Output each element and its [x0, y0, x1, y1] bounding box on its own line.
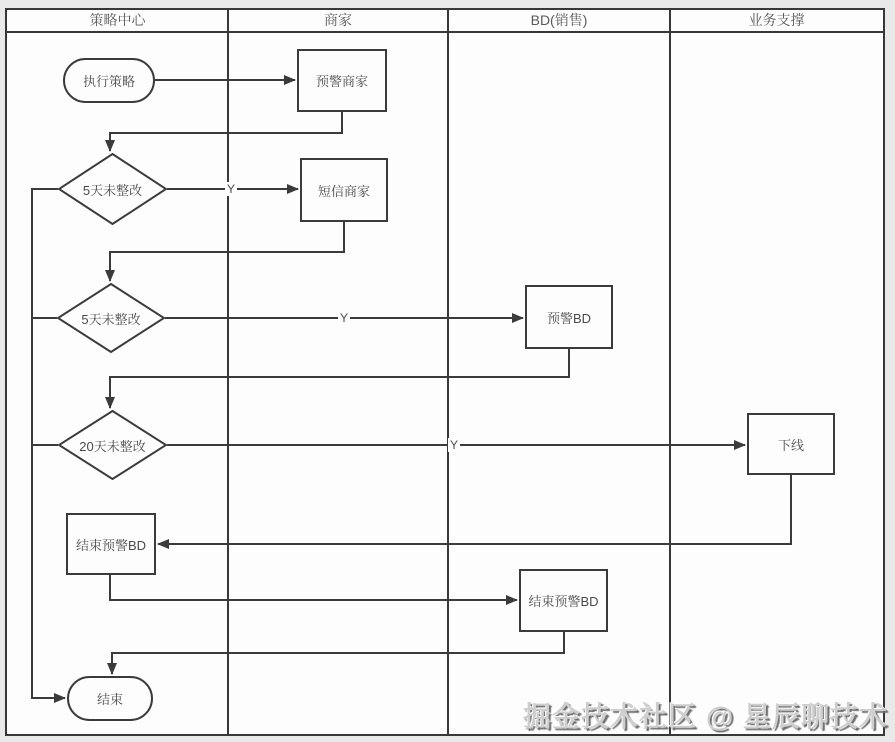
- edge-warn-bd-to-decision3: [110, 349, 569, 408]
- lane-header-bd-sales: BD(销售): [530, 12, 588, 28]
- node-decision-5-days-2-label: 5天未整改: [81, 311, 141, 327]
- node-decision-5-days-2: [57, 283, 165, 353]
- node-decision-20-days-label: 20天未整改: [79, 438, 146, 454]
- watermark-text: 掘金技术社区 @ 星辰聊技术: [523, 701, 888, 732]
- node-decision-5-days-1-label: 5天未整改: [82, 182, 143, 198]
- node-warn-bd-label: 预警BD: [546, 310, 592, 326]
- node-decision-5-days-1: [58, 153, 167, 225]
- node-offline: [747, 413, 835, 475]
- edge-sms-merchant-to-decision2: [110, 222, 344, 281]
- node-warn-merchant-label: 预警商家: [315, 74, 368, 89]
- node-end-warn-bd-strategy-label: 结束预警BD: [75, 537, 147, 553]
- node-start: [63, 58, 155, 103]
- node-warn-bd: [525, 285, 613, 349]
- lane-header-business-support: 业务支撑: [748, 12, 805, 28]
- lane-header-merchant: 商家: [324, 12, 352, 28]
- edge-warn-merchant-to-decision1: [110, 112, 342, 151]
- node-decision-20-days: [58, 410, 167, 480]
- node-end-label: 结束: [96, 692, 123, 707]
- edge-end-warn-bd-strategy-to-sales: [110, 575, 517, 600]
- edge-offline-to-end-warn-bd-strategy: [158, 475, 791, 544]
- node-start-label: 执行策略: [82, 74, 135, 89]
- edge-end-warn-bd-sales-to-end: [112, 632, 564, 674]
- node-end-warn-bd-sales-label: 结束预警BD: [528, 594, 599, 609]
- node-end-warn-bd-strategy: [66, 513, 156, 575]
- node-end-warn-bd-sales: [519, 569, 608, 632]
- lane-header-strategy-center: 策略中心: [89, 12, 146, 28]
- node-offline-label: 下线: [777, 437, 804, 453]
- node-sms-merchant: [300, 158, 388, 222]
- edge-label-yes-3: Y: [449, 438, 459, 452]
- node-warn-merchant: [297, 49, 387, 112]
- node-end: [67, 676, 153, 721]
- edge-label-yes-2: Y: [339, 311, 349, 325]
- node-sms-merchant-label: 短信商家: [317, 183, 370, 199]
- edge-label-yes-1: Y: [226, 182, 236, 196]
